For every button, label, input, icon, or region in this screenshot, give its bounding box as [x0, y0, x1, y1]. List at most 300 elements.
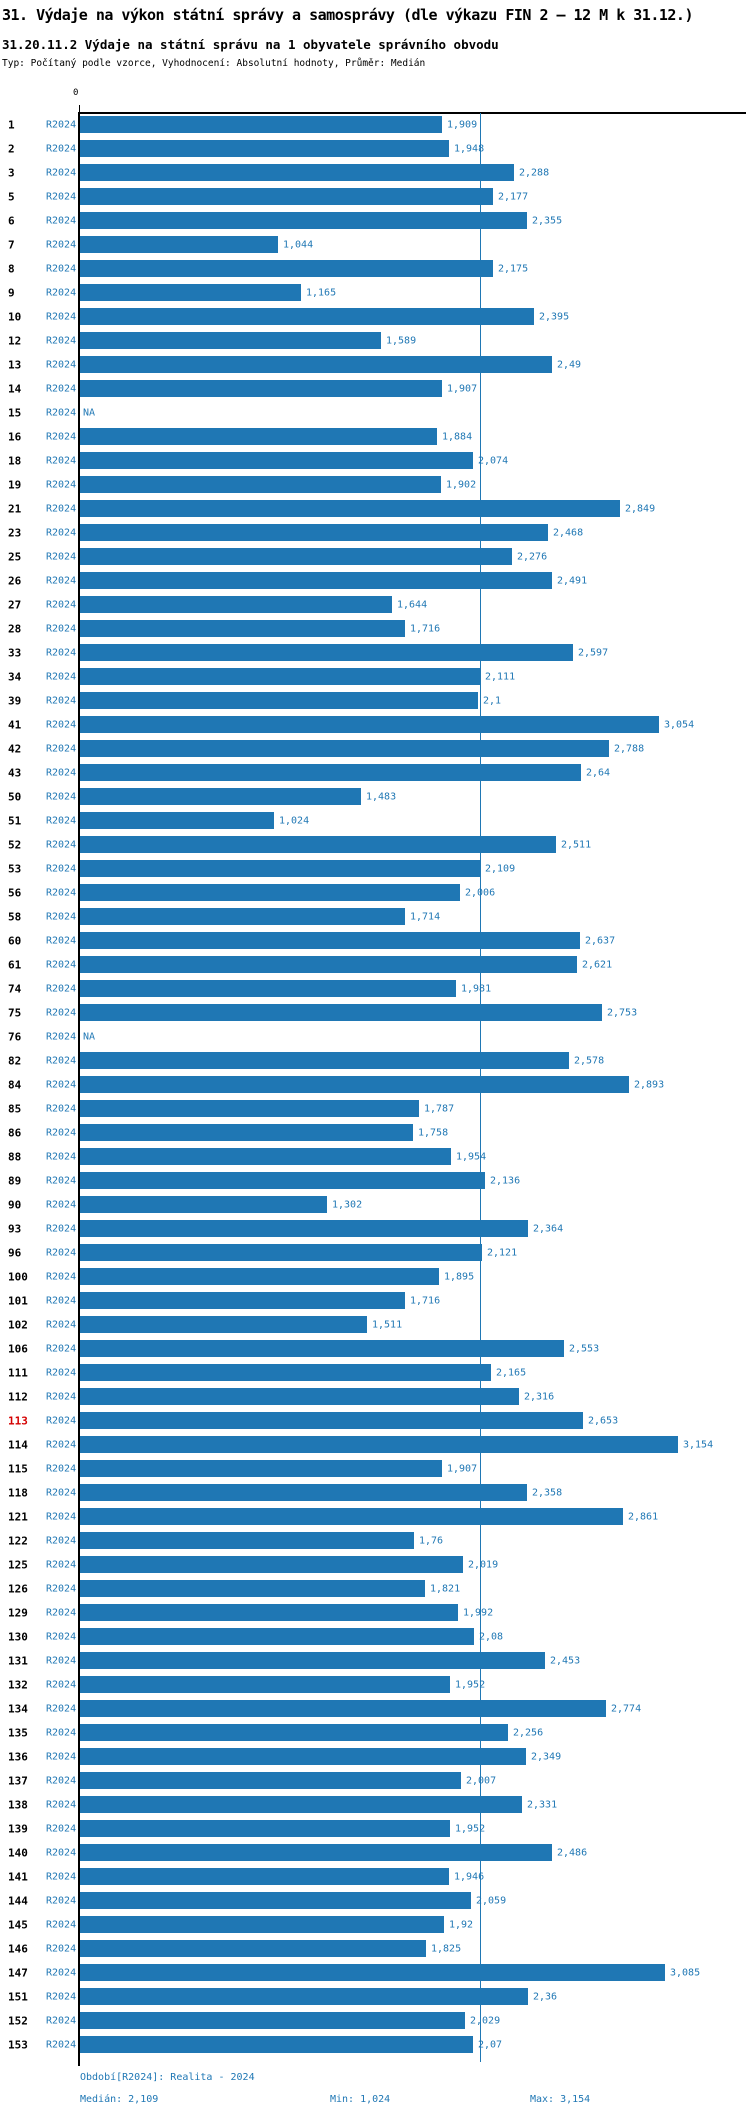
bar-value-label: 1,76 [419, 1535, 444, 1547]
row-period-label: R2024 [46, 1607, 77, 1619]
bar-value-label: 2,029 [470, 2015, 501, 2027]
bar[interactable] [80, 1628, 474, 1645]
bar-value-label: 2,849 [625, 503, 656, 515]
row-number: 93 [8, 1222, 22, 1236]
table-row [0, 833, 750, 857]
bar[interactable] [80, 812, 274, 829]
bar-area [80, 1001, 750, 1025]
row-period-label: R2024 [46, 599, 77, 611]
table-row [0, 1145, 750, 1169]
row-number: 152 [8, 2014, 28, 2028]
bar[interactable] [80, 1604, 458, 1621]
row-period-label: R2024 [46, 1583, 77, 1595]
bar-area [80, 401, 750, 425]
table-row [0, 521, 750, 545]
bar[interactable] [80, 1988, 528, 2005]
bar-value-label: 2,074 [478, 455, 509, 467]
row-period-label: R2024 [46, 1967, 77, 1979]
bar-value-label: 2,511 [561, 839, 592, 851]
bar-area [80, 1145, 750, 1169]
row-period-label: R2024 [46, 1175, 77, 1187]
bar[interactable] [80, 1748, 526, 1765]
row-period-label: R2024 [46, 1391, 77, 1403]
table-row [0, 545, 750, 569]
row-period-label: R2024 [46, 215, 77, 227]
bar-area [80, 161, 750, 185]
bar[interactable] [80, 1412, 583, 1429]
row-number: 132 [8, 1678, 28, 1692]
bar-value-label: 2,36 [533, 1991, 558, 2003]
bar[interactable] [80, 1796, 522, 1813]
bar[interactable] [80, 1148, 451, 1165]
bar[interactable] [80, 356, 552, 373]
table-row [0, 785, 750, 809]
bar[interactable] [80, 2012, 465, 2029]
bar[interactable] [80, 1460, 442, 1477]
row-period-label: R2024 [46, 1415, 77, 1427]
row-period-label: R2024 [46, 1151, 77, 1163]
row-period-label: R2024 [46, 1271, 77, 1283]
row-number: 139 [8, 1822, 28, 1836]
bar[interactable] [80, 1580, 425, 1597]
row-number: 50 [8, 790, 22, 804]
row-number: 135 [8, 1726, 28, 1740]
bar-area [80, 1745, 750, 1769]
row-period-label: R2024 [46, 311, 77, 323]
bar-value-label: 2,288 [519, 167, 550, 179]
table-row [0, 1865, 750, 1889]
row-period-label: R2024 [46, 1847, 77, 1859]
row-number: 146 [8, 1942, 28, 1956]
bar-value-label: 2,1 [483, 695, 502, 707]
bar[interactable] [80, 116, 442, 133]
table-row [0, 1889, 750, 1913]
row-number: 85 [8, 1102, 22, 1116]
table-row [0, 353, 750, 377]
bar[interactable] [80, 476, 441, 493]
bar[interactable] [80, 572, 552, 589]
bar-area [80, 137, 750, 161]
row-number: 76 [8, 1030, 22, 1044]
bar[interactable] [80, 596, 392, 613]
bar-area [80, 1457, 750, 1481]
table-row [0, 1001, 750, 1025]
bar-area [80, 1889, 750, 1913]
bar-area [80, 521, 750, 545]
row-number: 52 [8, 838, 22, 852]
bar-value-label: 2,653 [588, 1415, 619, 1427]
bar[interactable] [80, 452, 473, 469]
bar[interactable] [80, 500, 620, 517]
row-number: 18 [8, 454, 22, 468]
bar-area [80, 233, 750, 257]
table-row [0, 401, 750, 425]
bar-area [80, 305, 750, 329]
bar-value-label: 1,884 [442, 431, 473, 443]
bar-area [80, 281, 750, 305]
bar-area [80, 857, 750, 881]
table-row [0, 1433, 750, 1457]
row-number: 125 [8, 1558, 28, 1572]
bar-value-label: 1,825 [431, 1943, 462, 1955]
bar[interactable] [80, 212, 527, 229]
bar-value-label: 2,395 [539, 311, 570, 323]
bar-value-label: 2,006 [465, 887, 496, 899]
row-period-label: R2024 [46, 1007, 77, 1019]
row-period-label: R2024 [46, 1727, 77, 1739]
bar-value-label: 1,716 [410, 623, 441, 635]
bar-value-label: 2,276 [517, 551, 548, 563]
row-number: 96 [8, 1246, 22, 1260]
row-period-label: R2024 [46, 1223, 77, 1235]
bar-area [80, 953, 750, 977]
bar-area [80, 1073, 750, 1097]
bar[interactable] [80, 1220, 528, 1237]
row-period-label: R2024 [46, 2015, 77, 2027]
row-number: 5 [8, 190, 15, 204]
table-row [0, 1097, 750, 1121]
bar[interactable] [80, 1508, 623, 1525]
bar[interactable] [80, 2036, 473, 2053]
bar-area [80, 1601, 750, 1625]
row-number: 86 [8, 1126, 22, 1140]
row-number: 84 [8, 1078, 22, 1092]
table-row [0, 1649, 750, 1673]
row-number: 27 [8, 598, 22, 612]
bar-area [80, 1721, 750, 1745]
chart-title: 31. Výdaje na výkon státní správy a samosprávy (dle výkazu FIN 2 – 12 M k 31.12.) [2, 6, 693, 24]
row-period-label: R2024 [46, 1559, 77, 1571]
bar[interactable] [80, 1388, 519, 1405]
bar[interactable] [80, 1052, 569, 1069]
row-period-label: R2024 [46, 791, 77, 803]
table-row [0, 1385, 750, 1409]
row-number: 14 [8, 382, 22, 396]
row-number: 3 [8, 166, 15, 180]
bar[interactable] [80, 1892, 471, 1909]
row-number: 43 [8, 766, 22, 780]
bar-area [80, 1505, 750, 1529]
bar[interactable] [80, 1964, 665, 1981]
row-period-label: R2024 [46, 1511, 77, 1523]
bar-area [80, 1697, 750, 1721]
row-period-label: R2024 [46, 1775, 77, 1787]
bar[interactable] [80, 1700, 606, 1717]
row-number: 151 [8, 1990, 28, 2004]
table-row [0, 425, 750, 449]
row-period-label: R2024 [46, 1103, 77, 1115]
chart-header [2, 6, 750, 69]
row-number: 122 [8, 1534, 28, 1548]
bar-value-label: 3,154 [683, 1439, 714, 1451]
bar[interactable] [80, 1940, 426, 1957]
row-number: 39 [8, 694, 22, 708]
row-period-label: R2024 [46, 263, 77, 275]
bar[interactable] [80, 380, 442, 397]
bar[interactable] [80, 740, 609, 757]
bar[interactable] [80, 188, 493, 205]
footer-max: Max: 3,154 [530, 2094, 591, 2105]
bar-area [80, 1097, 750, 1121]
row-number: 23 [8, 526, 22, 540]
bar-area [80, 1193, 750, 1217]
row-number: 138 [8, 1798, 28, 1812]
bar[interactable] [80, 1124, 413, 1141]
bar[interactable] [80, 1340, 564, 1357]
bar[interactable] [80, 788, 361, 805]
bar[interactable] [80, 260, 493, 277]
bar-value-label: 2,753 [607, 1007, 638, 1019]
bar-area [80, 1865, 750, 1889]
bar[interactable] [80, 1244, 482, 1261]
row-number: 15 [8, 406, 22, 420]
bar[interactable] [80, 1292, 405, 1309]
bar[interactable] [80, 1868, 449, 1885]
bar[interactable] [80, 668, 480, 685]
chart-meta-line: Typ: Počítaný podle vzorce, Vyhodnocení: Absolutní hodnoty, Průměr: Medián [2, 58, 426, 69]
bar[interactable] [80, 932, 580, 949]
table-row [0, 857, 750, 881]
bar-value-label: 1,895 [444, 1271, 475, 1283]
bar[interactable] [80, 1820, 450, 1837]
bar-value-label: 2,177 [498, 191, 529, 203]
bar-value-label: 2,893 [634, 1079, 665, 1091]
bar-value-label: 1,714 [410, 911, 441, 923]
bar-value-label: 1,909 [447, 119, 478, 131]
table-row [0, 953, 750, 977]
bar[interactable] [80, 1004, 602, 1021]
row-period-label: R2024 [46, 647, 77, 659]
table-row [0, 569, 750, 593]
bar[interactable] [80, 1196, 327, 1213]
row-period-label: R2024 [46, 119, 77, 131]
bar-value-label: 1,024 [279, 815, 310, 827]
row-period-label: R2024 [46, 1679, 77, 1691]
bar[interactable] [80, 1172, 485, 1189]
row-period-label: R2024 [46, 407, 77, 419]
bar-value-label: 2,331 [527, 1799, 558, 1811]
bar[interactable] [80, 908, 405, 925]
bar-value-label: 2,165 [496, 1367, 527, 1379]
bar[interactable] [80, 764, 581, 781]
bar-area [80, 1769, 750, 1793]
bar[interactable] [80, 836, 556, 853]
row-number: 136 [8, 1750, 28, 1764]
bar[interactable] [80, 1484, 527, 1501]
row-number: 118 [8, 1486, 28, 1500]
row-number: 2 [8, 142, 15, 156]
bar-area [80, 641, 750, 665]
bar-value-label: 2,136 [490, 1175, 521, 1187]
bar-value-label: 2,111 [485, 671, 516, 683]
bar-area [80, 809, 750, 833]
bar-value-label: 2,349 [531, 1751, 562, 1763]
bar[interactable] [80, 956, 577, 973]
row-period-label: R2024 [46, 1055, 77, 1067]
row-period-label: R2024 [46, 743, 77, 755]
bar[interactable] [80, 1268, 439, 1285]
bar[interactable] [80, 524, 548, 541]
row-number: 90 [8, 1198, 22, 1212]
row-number: 6 [8, 214, 15, 228]
row-number: 41 [8, 718, 22, 732]
row-number: 7 [8, 238, 15, 252]
table-row [0, 2033, 750, 2057]
bar[interactable] [80, 716, 659, 733]
row-number: 1 [8, 118, 15, 132]
bar[interactable] [80, 164, 514, 181]
row-number: 88 [8, 1150, 22, 1164]
bar-value-label: 2,08 [479, 1631, 504, 1643]
bar[interactable] [80, 1772, 461, 1789]
row-period-label: R2024 [46, 1487, 77, 1499]
bar[interactable] [80, 236, 278, 253]
bar[interactable] [80, 1436, 678, 1453]
bar[interactable] [80, 1916, 444, 1933]
bar-value-label: 2,316 [524, 1391, 555, 1403]
row-period-label: R2024 [46, 1871, 77, 1883]
table-row [0, 1121, 750, 1145]
bar-value-label: 2,64 [586, 767, 611, 779]
bar-area [80, 545, 750, 569]
row-number: 33 [8, 646, 22, 660]
bar-area [80, 785, 750, 809]
table-row [0, 1985, 750, 2009]
row-period-label: R2024 [46, 1535, 77, 1547]
row-period-label: R2024 [46, 1655, 77, 1667]
bar-area [80, 473, 750, 497]
bar-value-label: 2,121 [487, 1247, 518, 1259]
bar-area [80, 929, 750, 953]
bar-area [80, 761, 750, 785]
bar[interactable] [80, 1076, 629, 1093]
table-row [0, 1193, 750, 1217]
bar[interactable] [80, 884, 460, 901]
row-number: 9 [8, 286, 15, 300]
bar[interactable] [80, 284, 301, 301]
bar[interactable] [80, 1556, 463, 1573]
row-number: 134 [8, 1702, 28, 1716]
row-period-label: R2024 [46, 551, 77, 563]
bar-area [80, 1913, 750, 1937]
row-number: 101 [8, 1294, 28, 1308]
row-number: 153 [8, 2038, 28, 2052]
bar-area [80, 593, 750, 617]
bar-value-label: 1,952 [455, 1679, 486, 1691]
bar-area [80, 1937, 750, 1961]
bar[interactable] [80, 1364, 491, 1381]
bar[interactable] [80, 1676, 450, 1693]
row-number: 111 [8, 1366, 28, 1380]
table-row [0, 1697, 750, 1721]
bar-area [80, 1985, 750, 2009]
row-period-label: R2024 [46, 911, 77, 923]
table-row [0, 881, 750, 905]
row-period-label: R2024 [46, 1463, 77, 1475]
row-period-label: R2024 [46, 695, 77, 707]
bar[interactable] [80, 308, 534, 325]
row-number: 112 [8, 1390, 28, 1404]
bar-value-label: 1,954 [456, 1151, 487, 1163]
bar-value-label: 2,364 [533, 1223, 564, 1235]
row-period-label: R2024 [46, 191, 77, 203]
bar[interactable] [80, 860, 480, 877]
bar-value-label: 1,948 [454, 143, 485, 155]
bar[interactable] [80, 548, 512, 565]
bar[interactable] [80, 644, 573, 661]
bar[interactable] [80, 692, 478, 709]
bar-value-label: 1,992 [463, 1607, 494, 1619]
bar[interactable] [80, 140, 449, 157]
bar-area [80, 2009, 750, 2033]
bar-area [80, 1817, 750, 1841]
row-number: 12 [8, 334, 22, 348]
bar[interactable] [80, 428, 437, 445]
bar-value-label: 2,007 [466, 1775, 497, 1787]
bar-value-label: 2,256 [513, 1727, 544, 1739]
table-row [0, 1289, 750, 1313]
bar-area [80, 377, 750, 401]
row-period-label: R2024 [46, 839, 77, 851]
table-row [0, 617, 750, 641]
bar-area [80, 713, 750, 737]
bar-area [80, 209, 750, 233]
table-row [0, 1769, 750, 1793]
table-row [0, 1961, 750, 1985]
bar-area [80, 1673, 750, 1697]
row-period-label: R2024 [46, 983, 77, 995]
bar-value-label: 2,861 [628, 1511, 659, 1523]
table-row [0, 809, 750, 833]
row-number: 115 [8, 1462, 28, 1476]
bar-area [80, 1265, 750, 1289]
row-period-label: R2024 [46, 2039, 77, 2051]
bar-value-label: 1,483 [366, 791, 397, 803]
bar[interactable] [80, 1100, 419, 1117]
bar-value-label: 2,578 [574, 1055, 605, 1067]
row-period-label: R2024 [46, 1703, 77, 1715]
bar[interactable] [80, 1532, 414, 1549]
bar[interactable] [80, 1316, 367, 1333]
table-row [0, 137, 750, 161]
bar-value-label: 2,059 [476, 1895, 507, 1907]
bar-value-label: 1,92 [449, 1919, 474, 1931]
table-row [0, 905, 750, 929]
table-row [0, 161, 750, 185]
bar[interactable] [80, 1844, 552, 1861]
row-number: 13 [8, 358, 22, 372]
bar[interactable] [80, 332, 381, 349]
bar[interactable] [80, 980, 456, 997]
bar[interactable] [80, 620, 405, 637]
table-row [0, 1841, 750, 1865]
bar[interactable] [80, 1652, 545, 1669]
bar-area [80, 113, 750, 137]
bar-value-label: 1,907 [447, 383, 478, 395]
bar[interactable] [80, 1724, 508, 1741]
table-row [0, 1049, 750, 1073]
row-period-label: R2024 [46, 1367, 77, 1379]
bar-area [80, 1385, 750, 1409]
row-number: 147 [8, 1966, 28, 1980]
bar-value-label: 3,085 [670, 1967, 701, 1979]
table-row [0, 1577, 750, 1601]
row-number: 129 [8, 1606, 28, 1620]
row-period-label: R2024 [46, 863, 77, 875]
table-row [0, 665, 750, 689]
bar-area [80, 1481, 750, 1505]
row-period-label: R2024 [46, 1127, 77, 1139]
